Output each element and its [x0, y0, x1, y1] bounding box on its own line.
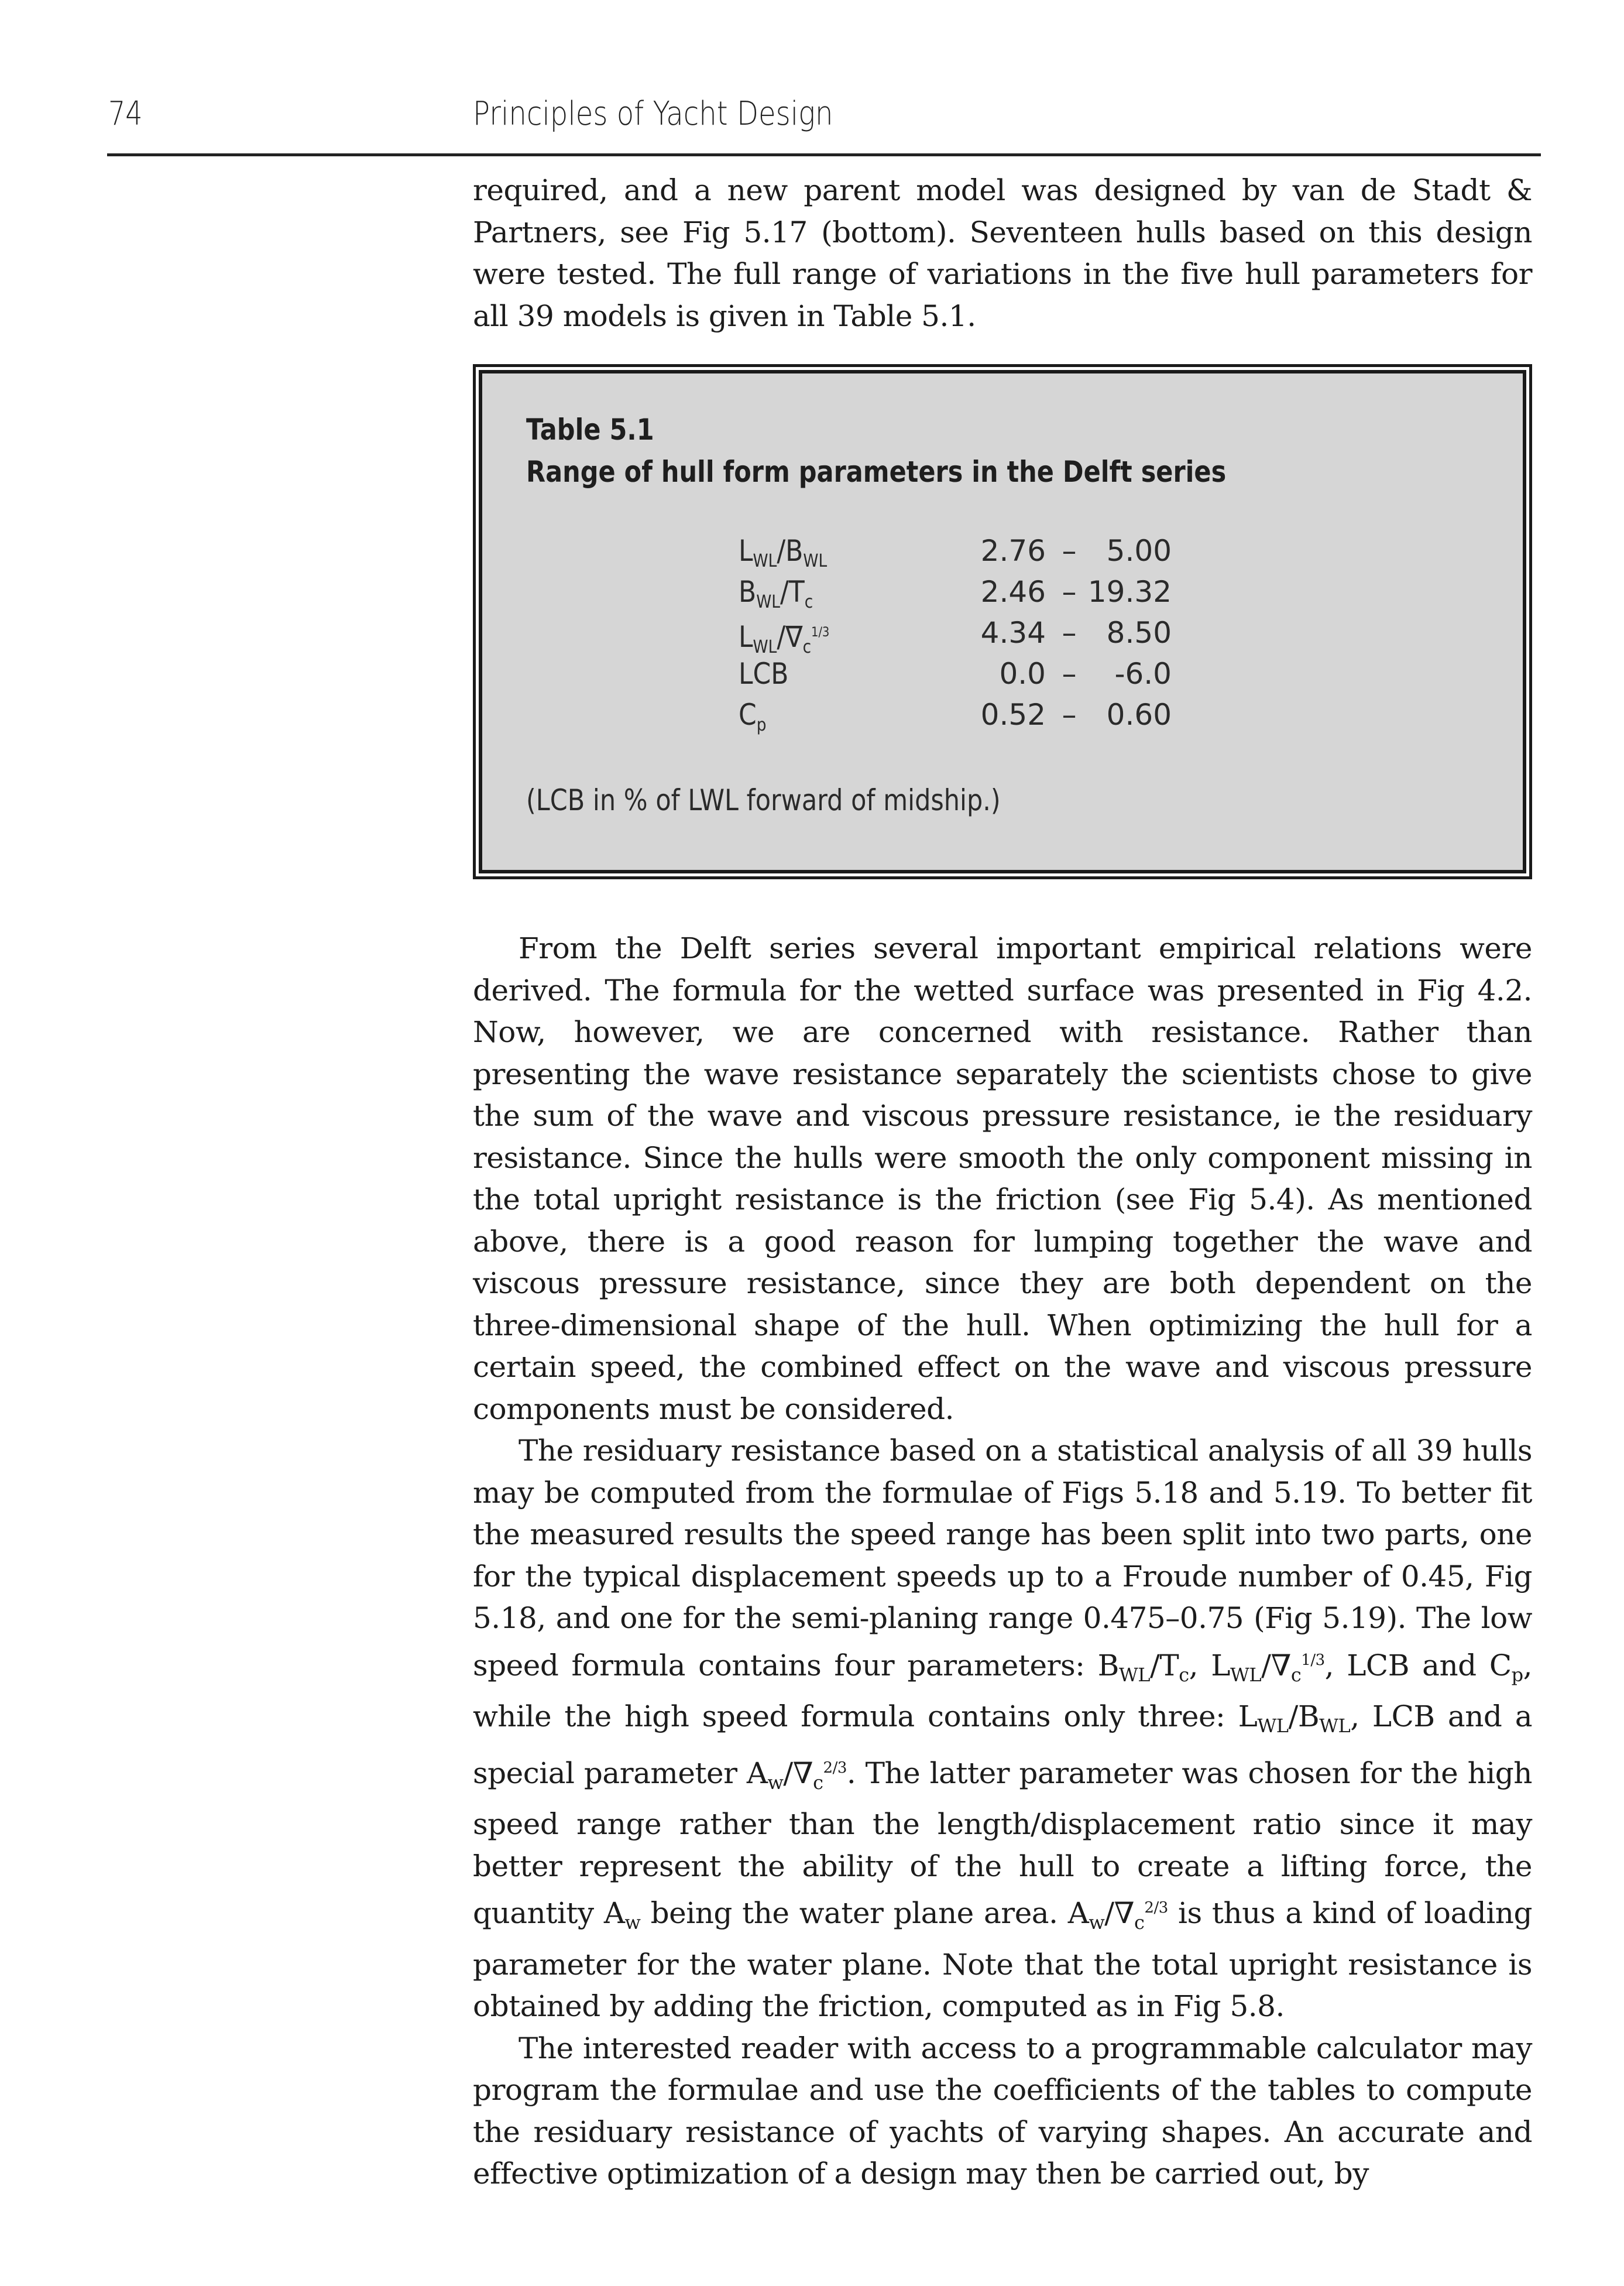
- param-name: $L_{WL}/\nabla_c^{1/3}$: [739, 620, 830, 657]
- param-name: $C_p$: [739, 698, 767, 735]
- param-max: 8.50: [1106, 616, 1172, 650]
- param-name: $L_{WL}/B_{WL}$: [739, 534, 828, 571]
- param-max: -6.0: [1114, 657, 1172, 691]
- range-dash: –: [1062, 534, 1077, 568]
- param-name: $B_{WL}/T_c$: [739, 575, 813, 612]
- table-row: [739, 571, 1324, 612]
- page-number: 74: [108, 95, 143, 133]
- param-name: LCB: [739, 657, 789, 691]
- table-footnote: (LCB in % of LWL forward of midship.): [526, 783, 1001, 817]
- param-max: 5.00: [1106, 534, 1172, 568]
- table-row: [739, 530, 1324, 571]
- range-dash: –: [1062, 657, 1077, 691]
- table-row: [739, 694, 1324, 735]
- intro-paragraph: [473, 170, 1532, 337]
- paragraph-residuary-resistance: The residuary resistance based on a statistical analysis of all 39 hulls may be computed from the formulae of Figs 5.18 and 5.19. To better fit the measured results the speed range has been split into two parts, one for the typical displacement speeds up to a Froude number of 0.45, Fig 5.18, and one for the semi-planing range 0.475–0.75 (Fig 5.19). The low speed formula contains four parameters: $B_{WL}/T_c$, $L_{WL}/\nabla_c^{1/3}$, LCB and $C_p$, while the high speed formula contains only three: $L_{WL}/B_{WL}$, LCB and a special parameter $A_w/\nabla_c^{2/3}$. The latter parameter was chosen for the high speed range rather than the length/displacement ratio since it may better represent the ability of the hull to create a lifting force, the quantity $A_w$ being the water plane area. $A_w/\nabla_c^{2/3}$ is thus a kind of loading parameter for the water plane. Note that the total upright resistance is obtained by adding the friction, computed as in Fig 5.8.: [473, 1434, 1532, 2023]
- table-panel: [479, 370, 1526, 873]
- param-min: 2.46: [980, 575, 1046, 609]
- table-label: Table 5.1: [526, 413, 654, 447]
- paragraph-delft-relations: From the Delft series several important empirical relations were derived. The formula for the wetted surface was presented in Fig 4.2. Now, however, we are concerned with resistance. Rather than presenting the wave resistance separately the scientists chose to give the sum of the wave and viscous pressure resistance, ie the residuary resistance. Since the hulls were smooth the only component missing in the total upright resistance is the friction (see Fig 5.4). As mentioned above, there is a good reason for lumping together the wave and viscous pressure resistance, since they are both dependent on the three-dimensional shape of the hull. When optimizing the hull for a certain speed, the combined effect on the wave and viscous pressure components must be considered.: [473, 931, 1532, 1426]
- param-max: 19.32: [1087, 575, 1172, 609]
- table-5-1: [473, 364, 1532, 879]
- table-caption: Range of hull form parameters in the Delft series: [526, 455, 1227, 489]
- param-min: 0.52: [980, 698, 1046, 732]
- param-min: 2.76: [980, 534, 1046, 568]
- running-head-title: Principles of Yacht Design: [473, 95, 833, 133]
- range-dash: –: [1062, 698, 1077, 732]
- param-min: 4.34: [980, 616, 1046, 650]
- range-dash: –: [1062, 616, 1077, 650]
- paragraph-text: required, and a new parent model was designed by van de Stadt & Partners, see Fig 5.17 (bottom). Seventeen hulls based on this design were tested. The full range of variations in the five hull parameters for all 39 models is given in Table 5.1.: [473, 173, 1532, 333]
- body-paragraphs: [473, 928, 1532, 2195]
- param-min: 0.0: [999, 657, 1046, 691]
- range-dash: –: [1062, 575, 1077, 609]
- parameter-list: [739, 530, 1324, 735]
- paragraph-calculator: The interested reader with access to a programmable calculator may program the formulae and use the coefficients of the tables to compute the residuary resistance of yachts of varying shapes. An accurate and effective optimization of a design may then be carried out, by: [473, 2031, 1532, 2191]
- param-max: 0.60: [1106, 698, 1172, 732]
- header-divider: [107, 153, 1541, 156]
- table-row: [739, 612, 1324, 657]
- table-row: [739, 653, 1324, 694]
